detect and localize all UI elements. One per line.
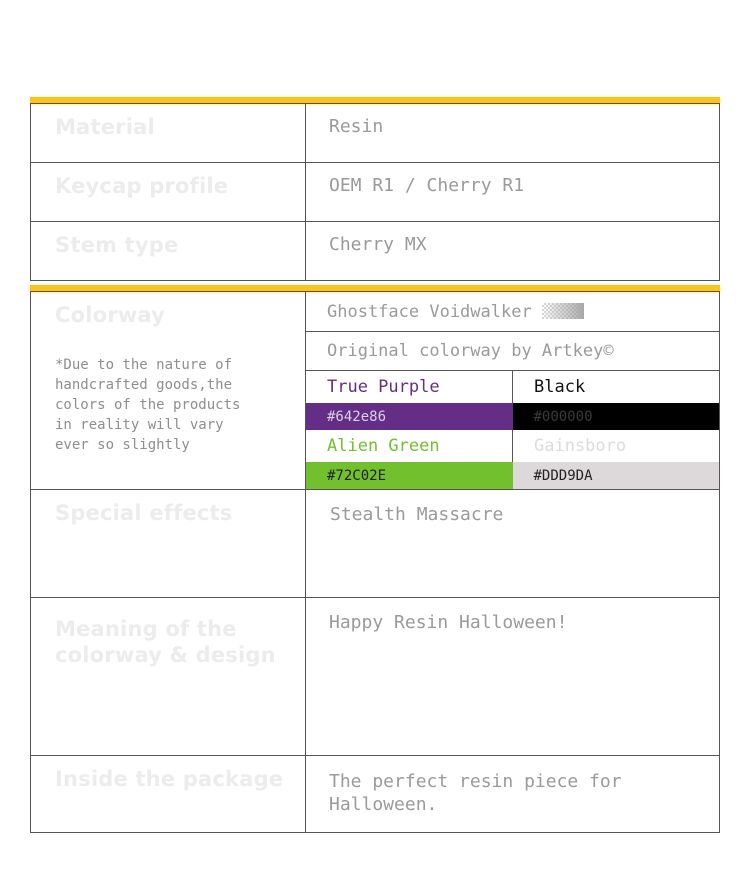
spec-label: Keycap profile xyxy=(31,163,306,222)
spec-row-stem-type xyxy=(31,222,720,281)
color-names-row-2 xyxy=(306,430,719,462)
color-swatch-gainsboro: #DDD9DA xyxy=(513,462,720,489)
color-names-row-1 xyxy=(306,371,719,404)
colorway-row xyxy=(31,292,720,490)
special-effects-label: Special effects xyxy=(31,490,306,598)
colorway-label: Colorway xyxy=(55,303,166,327)
colorway-name: Ghostface Voidwalker xyxy=(327,301,532,322)
spec-value: OEM R1 / Cherry R1 xyxy=(306,163,720,222)
colorway-credit: Original colorway by Artkey© xyxy=(306,332,719,371)
meaning-label: Meaning of the colorway & design xyxy=(31,598,306,756)
package-row xyxy=(31,756,720,833)
colorway-preview-swatch xyxy=(542,303,584,319)
spec-value: Cherry MX xyxy=(306,222,720,281)
color-swatch-true-purple: #642e86 xyxy=(306,403,513,430)
color-hex-row-2 xyxy=(306,462,719,489)
meaning-value: Happy Resin Halloween! xyxy=(306,598,720,756)
colorway-credit-row xyxy=(306,332,719,371)
color-name-gainsboro: Gainsboro xyxy=(534,436,627,456)
colorway-name-row xyxy=(306,292,719,332)
spec-row-material xyxy=(31,104,720,163)
color-name-black: Black xyxy=(534,377,586,397)
package-value: The perfect resin piece for Halloween. xyxy=(306,756,720,833)
colorway-value-cell xyxy=(306,292,720,490)
color-name-true-purple: True Purple xyxy=(306,371,513,404)
color-hex-row-1 xyxy=(306,403,719,430)
colorway-label-cell xyxy=(31,292,306,490)
special-effects-value: Stealth Massacre xyxy=(306,490,720,598)
color-disclaimer: *Due to the nature of handcrafted goods,the colors of the products in reality will vary ever so slightly xyxy=(55,357,241,453)
spec-value: Resin xyxy=(306,104,720,163)
colorway-swatch-table xyxy=(306,292,719,489)
special-effects-row xyxy=(31,490,720,598)
color-swatch-alien-green: #72C02E xyxy=(306,462,513,489)
specs-table xyxy=(30,103,720,281)
details-table xyxy=(30,291,720,833)
spec-label: Stem type xyxy=(31,222,306,281)
meaning-row xyxy=(31,598,720,756)
color-swatch-black: #000000 xyxy=(513,403,720,430)
package-label: Inside the package xyxy=(31,756,306,833)
color-name-alien-green: Alien Green xyxy=(306,430,513,462)
spec-label: Material xyxy=(31,104,306,163)
spec-row-keycap-profile xyxy=(31,163,720,222)
